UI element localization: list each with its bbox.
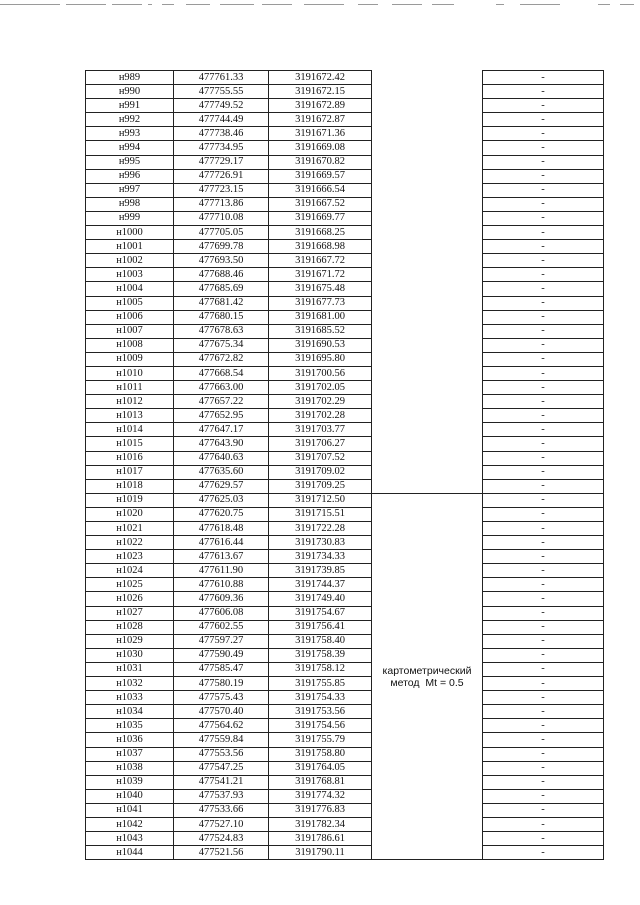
table-row: [86, 677, 604, 691]
coordinate-y-cell: 3191755.85: [269, 677, 372, 691]
coordinate-x-cell: 477597.27: [174, 634, 269, 648]
point-name-cell: н1029: [86, 634, 174, 648]
coordinate-x-cell: 477672.82: [174, 352, 269, 366]
note-cell: -: [483, 437, 604, 451]
coordinate-y-cell: 3191768.81: [269, 775, 372, 789]
point-name-cell: н1044: [86, 846, 174, 860]
table-row: [86, 817, 604, 831]
coordinate-x-cell: 477618.48: [174, 522, 269, 536]
point-name-cell: н997: [86, 183, 174, 197]
coordinate-y-cell: 3191754.67: [269, 606, 372, 620]
table-row: [86, 803, 604, 817]
point-name-cell: н994: [86, 141, 174, 155]
point-name-cell: н1003: [86, 268, 174, 282]
coordinate-y-cell: 3191672.87: [269, 113, 372, 127]
table-row: [86, 409, 604, 423]
note-cell: -: [483, 395, 604, 409]
coordinate-x-cell: 477744.49: [174, 113, 269, 127]
coordinate-y-cell: 3191667.52: [269, 197, 372, 211]
note-cell: -: [483, 817, 604, 831]
note-cell: -: [483, 169, 604, 183]
note-cell: -: [483, 465, 604, 479]
point-name-cell: н1021: [86, 522, 174, 536]
coordinate-x-cell: 477713.86: [174, 197, 269, 211]
point-name-cell: н1018: [86, 479, 174, 493]
coordinate-x-cell: 477613.67: [174, 550, 269, 564]
coordinate-x-cell: 477527.10: [174, 817, 269, 831]
point-name-cell: н1025: [86, 578, 174, 592]
coordinate-y-cell: 3191671.36: [269, 127, 372, 141]
point-name-cell: н1027: [86, 606, 174, 620]
coordinate-x-cell: 477640.63: [174, 451, 269, 465]
note-cell: -: [483, 803, 604, 817]
point-name-cell: н1015: [86, 437, 174, 451]
note-cell: -: [483, 691, 604, 705]
table-row: [86, 352, 604, 366]
coordinate-x-cell: 477616.44: [174, 536, 269, 550]
coordinate-x-cell: 477688.46: [174, 268, 269, 282]
coordinate-y-cell: 3191681.00: [269, 310, 372, 324]
coordinate-x-cell: 477693.50: [174, 254, 269, 268]
coordinate-y-cell: 3191709.25: [269, 479, 372, 493]
point-name-cell: н1011: [86, 381, 174, 395]
table-row: [86, 592, 604, 606]
coordinate-y-cell: 3191754.33: [269, 691, 372, 705]
coordinate-y-cell: 3191668.25: [269, 226, 372, 240]
coordinate-x-cell: 477553.56: [174, 747, 269, 761]
point-name-cell: н991: [86, 99, 174, 113]
coordinate-x-cell: 477609.36: [174, 592, 269, 606]
table-row: [86, 423, 604, 437]
note-cell: -: [483, 366, 604, 380]
note-cell: -: [483, 324, 604, 338]
table-row: [86, 226, 604, 240]
coordinate-x-cell: 477681.42: [174, 296, 269, 310]
table-row: [86, 620, 604, 634]
scan-artifact-line: [0, 4, 640, 7]
coordinate-y-cell: 3191744.37: [269, 578, 372, 592]
table-row: [86, 324, 604, 338]
coordinate-x-cell: 477606.08: [174, 606, 269, 620]
coordinate-y-cell: 3191734.33: [269, 550, 372, 564]
table-row: [86, 282, 604, 296]
note-cell: -: [483, 578, 604, 592]
coordinate-x-cell: 477685.69: [174, 282, 269, 296]
note-cell: -: [483, 733, 604, 747]
coordinate-y-cell: 3191702.29: [269, 395, 372, 409]
table-row: [86, 155, 604, 169]
table-row: [86, 550, 604, 564]
table-row: [86, 846, 604, 860]
table-row: [86, 268, 604, 282]
table-row: [86, 338, 604, 352]
note-cell: -: [483, 352, 604, 366]
coordinate-y-cell: 3191739.85: [269, 564, 372, 578]
table-row: [86, 507, 604, 521]
note-cell: -: [483, 197, 604, 211]
coordinate-x-cell: 477657.22: [174, 395, 269, 409]
coordinate-y-cell: 3191707.52: [269, 451, 372, 465]
coordinate-y-cell: 3191672.15: [269, 85, 372, 99]
coordinate-y-cell: 3191677.73: [269, 296, 372, 310]
coordinate-y-cell: 3191776.83: [269, 803, 372, 817]
table-row: [86, 705, 604, 719]
coordinate-x-cell: 477590.49: [174, 648, 269, 662]
coordinate-y-cell: 3191669.77: [269, 211, 372, 225]
point-name-cell: н1006: [86, 310, 174, 324]
method-line-1: картометрический: [382, 664, 472, 677]
table-row: [86, 395, 604, 409]
coordinate-x-cell: 477738.46: [174, 127, 269, 141]
point-name-cell: н1035: [86, 719, 174, 733]
coordinate-y-cell: 3191672.89: [269, 99, 372, 113]
table-row: [86, 465, 604, 479]
coordinate-y-cell: 3191700.56: [269, 366, 372, 380]
coordinate-x-cell: 477755.55: [174, 85, 269, 99]
table-row: [86, 761, 604, 775]
point-name-cell: н1002: [86, 254, 174, 268]
method-line-2: метод Mt = 0.5: [390, 676, 464, 689]
method-cell: [372, 493, 483, 859]
coordinate-y-cell: 3191709.02: [269, 465, 372, 479]
note-cell: -: [483, 296, 604, 310]
note-cell: -: [483, 127, 604, 141]
note-cell: -: [483, 747, 604, 761]
table-row: [86, 479, 604, 493]
note-cell: -: [483, 634, 604, 648]
table-row: [86, 522, 604, 536]
table-row: [86, 832, 604, 846]
point-name-cell: н1009: [86, 352, 174, 366]
coordinate-y-cell: 3191753.56: [269, 705, 372, 719]
coordinate-y-cell: 3191774.32: [269, 789, 372, 803]
coordinate-x-cell: 477620.75: [174, 507, 269, 521]
coordinate-x-cell: 477652.95: [174, 409, 269, 423]
note-cell: -: [483, 550, 604, 564]
point-name-cell: н1005: [86, 296, 174, 310]
coordinate-y-cell: 3191786.61: [269, 832, 372, 846]
point-name-cell: н1019: [86, 493, 174, 507]
note-cell: -: [483, 240, 604, 254]
coordinate-y-cell: 3191690.53: [269, 338, 372, 352]
table-row: [86, 366, 604, 380]
coordinate-x-cell: 477761.33: [174, 71, 269, 85]
note-cell: -: [483, 85, 604, 99]
note-cell: -: [483, 648, 604, 662]
method-cell-empty: [372, 71, 483, 494]
note-cell: -: [483, 451, 604, 465]
coordinate-x-cell: 477564.62: [174, 719, 269, 733]
coordinate-x-cell: 477675.34: [174, 338, 269, 352]
point-name-cell: н1012: [86, 395, 174, 409]
table-row: [86, 99, 604, 113]
coordinate-x-cell: 477547.25: [174, 761, 269, 775]
note-cell: -: [483, 789, 604, 803]
note-cell: -: [483, 522, 604, 536]
coordinate-y-cell: 3191764.05: [269, 761, 372, 775]
coordinate-x-cell: 477680.15: [174, 310, 269, 324]
table-row: [86, 127, 604, 141]
note-cell: -: [483, 536, 604, 550]
note-cell: -: [483, 592, 604, 606]
coordinate-x-cell: 477537.93: [174, 789, 269, 803]
table-row: [86, 85, 604, 99]
table-row: [86, 578, 604, 592]
point-name-cell: н1038: [86, 761, 174, 775]
coordinate-y-cell: 3191667.72: [269, 254, 372, 268]
coordinate-x-cell: 477629.57: [174, 479, 269, 493]
note-cell: -: [483, 493, 604, 507]
point-name-cell: н998: [86, 197, 174, 211]
coordinate-y-cell: 3191702.05: [269, 381, 372, 395]
note-cell: -: [483, 113, 604, 127]
table-row: [86, 113, 604, 127]
coordinate-x-cell: 477668.54: [174, 366, 269, 380]
point-name-cell: н1004: [86, 282, 174, 296]
point-name-cell: н1031: [86, 662, 174, 676]
coordinate-x-cell: 477521.56: [174, 846, 269, 860]
note-cell: -: [483, 423, 604, 437]
point-name-cell: н1040: [86, 789, 174, 803]
coordinate-x-cell: 477643.90: [174, 437, 269, 451]
note-cell: -: [483, 183, 604, 197]
point-name-cell: н992: [86, 113, 174, 127]
point-name-cell: н989: [86, 71, 174, 85]
coordinate-y-cell: 3191669.57: [269, 169, 372, 183]
note-cell: -: [483, 677, 604, 691]
coordinate-y-cell: 3191755.79: [269, 733, 372, 747]
coordinate-x-cell: 477647.17: [174, 423, 269, 437]
coordinate-y-cell: 3191722.28: [269, 522, 372, 536]
table-row: [86, 141, 604, 155]
table-row: [86, 71, 604, 85]
table-row: [86, 197, 604, 211]
table-row: [86, 211, 604, 225]
point-name-cell: н1014: [86, 423, 174, 437]
note-cell: -: [483, 310, 604, 324]
coordinate-x-cell: 477575.43: [174, 691, 269, 705]
coordinate-y-cell: 3191702.28: [269, 409, 372, 423]
note-cell: -: [483, 620, 604, 634]
note-cell: -: [483, 282, 604, 296]
coordinate-x-cell: 477580.19: [174, 677, 269, 691]
coordinate-x-cell: 477734.95: [174, 141, 269, 155]
table-row: [86, 381, 604, 395]
coordinate-x-cell: 477710.08: [174, 211, 269, 225]
coordinates-table-body: [86, 71, 604, 860]
note-cell: -: [483, 705, 604, 719]
note-cell: -: [483, 846, 604, 860]
coordinate-x-cell: 477699.78: [174, 240, 269, 254]
table-row: [86, 183, 604, 197]
coordinate-y-cell: 3191754.56: [269, 719, 372, 733]
coordinate-x-cell: 477559.84: [174, 733, 269, 747]
point-name-cell: н1026: [86, 592, 174, 606]
coordinate-x-cell: 477663.00: [174, 381, 269, 395]
note-cell: -: [483, 606, 604, 620]
table-row: [86, 606, 604, 620]
point-name-cell: н995: [86, 155, 174, 169]
coordinate-x-cell: 477570.40: [174, 705, 269, 719]
note-cell: -: [483, 564, 604, 578]
coordinate-x-cell: 477611.90: [174, 564, 269, 578]
coordinate-x-cell: 477602.55: [174, 620, 269, 634]
note-cell: -: [483, 719, 604, 733]
point-name-cell: н1034: [86, 705, 174, 719]
point-name-cell: н1001: [86, 240, 174, 254]
coordinate-y-cell: 3191670.82: [269, 155, 372, 169]
coordinate-x-cell: 477705.05: [174, 226, 269, 240]
coordinate-x-cell: 477625.03: [174, 493, 269, 507]
note-cell: -: [483, 338, 604, 352]
table-row: [86, 240, 604, 254]
note-cell: -: [483, 268, 604, 282]
coordinate-y-cell: 3191671.72: [269, 268, 372, 282]
coordinate-x-cell: 477678.63: [174, 324, 269, 338]
coordinate-x-cell: 477541.21: [174, 775, 269, 789]
table-row: [86, 648, 604, 662]
note-cell: -: [483, 141, 604, 155]
coordinate-y-cell: 3191685.52: [269, 324, 372, 338]
table-row: [86, 493, 604, 507]
point-name-cell: н1030: [86, 648, 174, 662]
point-name-cell: н1000: [86, 226, 174, 240]
coordinate-x-cell: 477585.47: [174, 662, 269, 676]
coordinates-table: [85, 70, 604, 860]
point-name-cell: н1024: [86, 564, 174, 578]
note-cell: -: [483, 211, 604, 225]
coordinate-y-cell: 3191666.54: [269, 183, 372, 197]
point-name-cell: н1013: [86, 409, 174, 423]
coordinate-y-cell: 3191758.39: [269, 648, 372, 662]
coordinate-y-cell: 3191756.41: [269, 620, 372, 634]
point-name-cell: н1017: [86, 465, 174, 479]
coordinate-y-cell: 3191749.40: [269, 592, 372, 606]
coordinate-y-cell: 3191672.42: [269, 71, 372, 85]
coordinate-y-cell: 3191703.77: [269, 423, 372, 437]
note-cell: -: [483, 226, 604, 240]
point-name-cell: н1028: [86, 620, 174, 634]
coordinate-y-cell: 3191715.51: [269, 507, 372, 521]
table-row: [86, 634, 604, 648]
coordinate-x-cell: 477726.91: [174, 169, 269, 183]
point-name-cell: н1032: [86, 677, 174, 691]
note-cell: -: [483, 99, 604, 113]
note-cell: -: [483, 71, 604, 85]
point-name-cell: н1016: [86, 451, 174, 465]
table-row: [86, 536, 604, 550]
coordinate-y-cell: 3191758.80: [269, 747, 372, 761]
point-name-cell: н1020: [86, 507, 174, 521]
point-name-cell: н1042: [86, 817, 174, 831]
table-row: [86, 437, 604, 451]
coordinate-x-cell: 477610.88: [174, 578, 269, 592]
coordinate-y-cell: 3191712.50: [269, 493, 372, 507]
coordinate-x-cell: 477635.60: [174, 465, 269, 479]
point-name-cell: н1010: [86, 366, 174, 380]
point-name-cell: н1039: [86, 775, 174, 789]
coordinate-y-cell: 3191675.48: [269, 282, 372, 296]
table-row: [86, 747, 604, 761]
note-cell: -: [483, 761, 604, 775]
note-cell: -: [483, 155, 604, 169]
coordinate-y-cell: 3191758.40: [269, 634, 372, 648]
point-name-cell: н1037: [86, 747, 174, 761]
note-cell: -: [483, 479, 604, 493]
point-name-cell: н999: [86, 211, 174, 225]
note-cell: -: [483, 381, 604, 395]
point-name-cell: н1023: [86, 550, 174, 564]
note-cell: -: [483, 507, 604, 521]
coordinate-x-cell: 477723.15: [174, 183, 269, 197]
point-name-cell: н1007: [86, 324, 174, 338]
coordinate-y-cell: 3191730.83: [269, 536, 372, 550]
point-name-cell: н996: [86, 169, 174, 183]
table-row: [86, 451, 604, 465]
table-row: [86, 733, 604, 747]
point-name-cell: н1022: [86, 536, 174, 550]
note-cell: -: [483, 409, 604, 423]
point-name-cell: н1036: [86, 733, 174, 747]
table-row: [86, 775, 604, 789]
point-name-cell: н1043: [86, 832, 174, 846]
note-cell: -: [483, 832, 604, 846]
table-row: [86, 169, 604, 183]
coordinate-y-cell: 3191695.80: [269, 352, 372, 366]
point-name-cell: н1041: [86, 803, 174, 817]
table-row: [86, 310, 604, 324]
coordinate-x-cell: 477749.52: [174, 99, 269, 113]
table-row: [86, 691, 604, 705]
note-cell: -: [483, 775, 604, 789]
table-row: [86, 296, 604, 310]
table-row: [86, 254, 604, 268]
point-name-cell: н1008: [86, 338, 174, 352]
table-row: [86, 564, 604, 578]
table-row: [86, 719, 604, 733]
point-name-cell: н990: [86, 85, 174, 99]
coordinate-x-cell: 477533.66: [174, 803, 269, 817]
table-row: [86, 662, 604, 676]
coordinate-x-cell: 477729.17: [174, 155, 269, 169]
coordinate-x-cell: 477524.83: [174, 832, 269, 846]
point-name-cell: н1033: [86, 691, 174, 705]
note-cell: -: [483, 662, 604, 676]
coordinate-y-cell: 3191669.08: [269, 141, 372, 155]
coordinate-y-cell: 3191782.34: [269, 817, 372, 831]
coordinate-y-cell: 3191668.98: [269, 240, 372, 254]
table-row: [86, 789, 604, 803]
coordinate-y-cell: 3191758.12: [269, 662, 372, 676]
point-name-cell: н993: [86, 127, 174, 141]
coordinate-y-cell: 3191790.11: [269, 846, 372, 860]
coordinate-y-cell: 3191706.27: [269, 437, 372, 451]
note-cell: -: [483, 254, 604, 268]
